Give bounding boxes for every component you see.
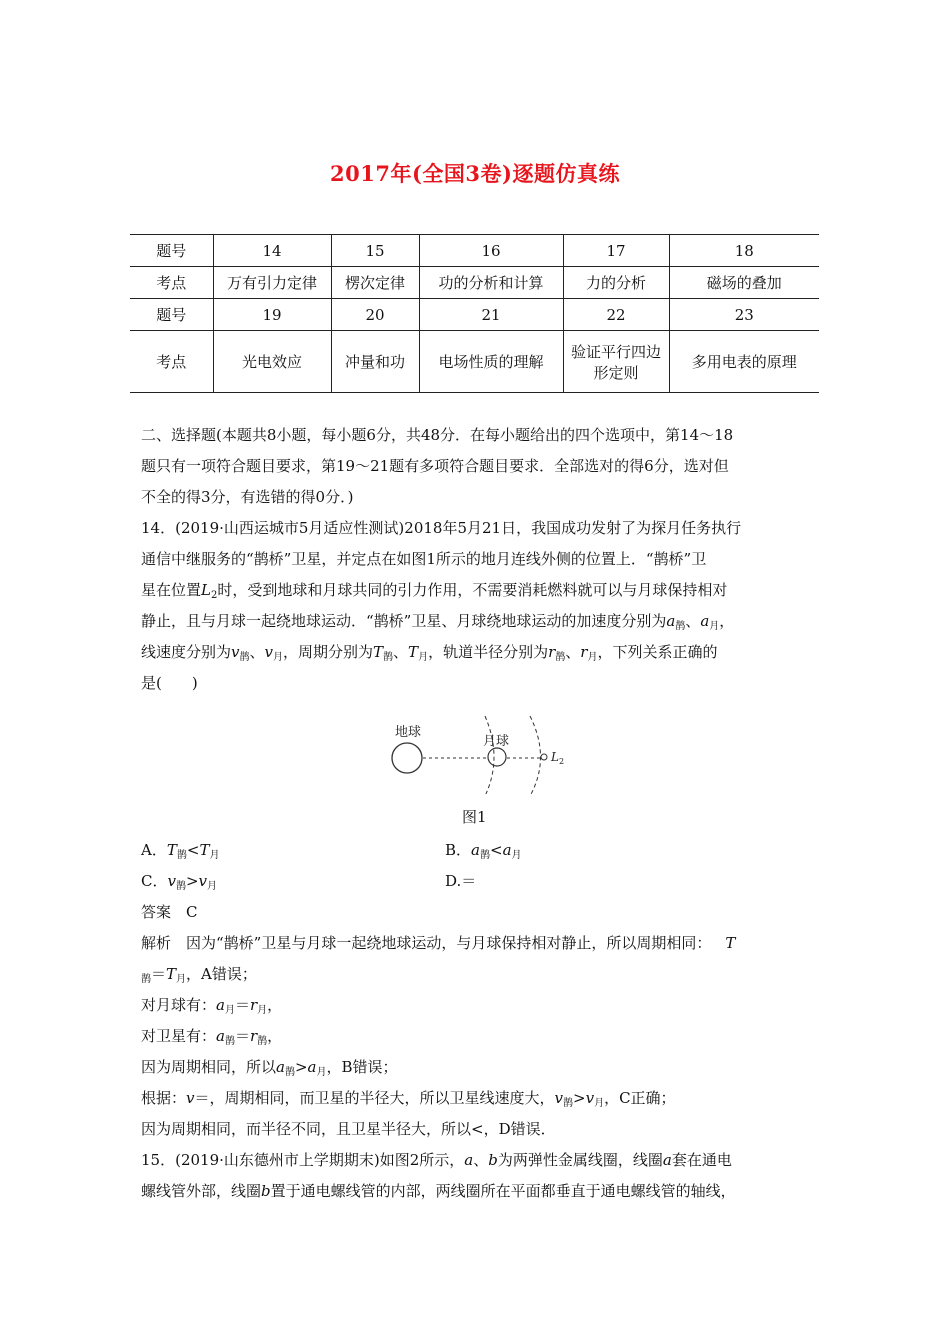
- relation: >: [185, 872, 199, 890]
- symbol: r: [249, 1027, 258, 1045]
- relation: >: [573, 1089, 586, 1107]
- table-cell: 功的分析和计算: [419, 267, 563, 299]
- topic-table: [130, 234, 819, 393]
- table-row: [130, 267, 819, 299]
- table-cell: 多用电表的原理: [669, 331, 819, 393]
- question-14-text: 通信中继服务的“鹊桥”卫星，并定点在如图1所示的地月连线外侧的位置上．“鹊桥”卫: [141, 550, 707, 568]
- option-label: A．: [141, 841, 167, 859]
- table-cell: 17: [563, 235, 669, 267]
- analysis-line: [141, 1056, 398, 1078]
- symbol: a: [666, 612, 676, 630]
- relation: >: [294, 1058, 308, 1076]
- symbol: L: [201, 581, 211, 599]
- table-cell: 18: [669, 235, 819, 267]
- table-row: [130, 299, 819, 331]
- text-run: ，A错误；: [186, 965, 257, 983]
- subscript: 月: [594, 1098, 605, 1109]
- text-run: ＝: [234, 996, 250, 1014]
- symbol: b: [261, 1182, 271, 1200]
- analysis-line: 因为周期相同，而半径不同，且卫星半径大，所以<，D错误．: [141, 1120, 556, 1138]
- table-cell: 14: [213, 235, 331, 267]
- text-run: 为两弹性金属线圈，线圈: [497, 1151, 663, 1169]
- text-run: 静止，且与月球一起绕地球运动．“鹊桥”卫星、月球绕地球运动的加速度分别为: [141, 612, 667, 630]
- moon-label: 月球: [483, 734, 510, 749]
- option-d: D.＝: [445, 872, 477, 890]
- section-instructions-line: 题只有一项符合题目要求，第19～21题有多项符合题目要求．全部选对的得6分，选对但: [141, 457, 729, 475]
- text-run: 星在位置: [141, 581, 202, 599]
- text-run: 、: [249, 643, 265, 661]
- subscript: 月: [257, 1005, 268, 1016]
- subscript: 月: [273, 652, 283, 663]
- symbol: a: [307, 1058, 317, 1076]
- subscript: 2: [210, 590, 218, 601]
- text-run: ＝，周期相同，而卫星的半径大，所以卫星线速度大，: [194, 1089, 555, 1107]
- subscript: 鹊: [175, 881, 186, 892]
- question-15-text: [141, 1149, 732, 1170]
- subscript: 鹊: [141, 974, 151, 985]
- text-run: ，: [267, 1027, 283, 1045]
- table-cell: 万有引力定律: [213, 267, 331, 299]
- text-run: ，轨道半径分别为: [428, 643, 549, 661]
- option-label: B．: [445, 841, 472, 859]
- subscript: 月: [209, 850, 220, 861]
- table-row: [130, 235, 819, 267]
- question-14-text: [141, 610, 734, 632]
- analysis-line: [141, 1025, 282, 1047]
- subscript: 月: [511, 850, 522, 861]
- text-run: 套在通电: [671, 1151, 732, 1169]
- subscript: 鹊: [257, 1036, 268, 1047]
- table-cell: 电场性质的理解: [419, 331, 563, 393]
- symbol: T: [199, 841, 210, 859]
- subscript: 鹊: [383, 652, 394, 663]
- table-cell: 冲量和功: [331, 331, 419, 393]
- question-14-text: [141, 641, 717, 663]
- l2-subscript: 2: [559, 757, 565, 766]
- symbol: a: [276, 1058, 285, 1076]
- analysis-line: [141, 932, 735, 953]
- text-run: 、: [685, 612, 701, 630]
- text-run: 、: [565, 643, 581, 661]
- text-run: 15．(2019·山东德州市上学期期末)如图2所示，: [141, 1151, 465, 1169]
- section-instructions-line: 二、选择题(本题共8小题，每小题6分，共48分．在每小题给出的四个选项中，第14～18: [141, 426, 734, 444]
- table-cell: 楞次定律: [331, 267, 419, 299]
- symbol: v: [186, 1089, 195, 1107]
- question-14-text: [141, 579, 727, 601]
- text-run: 、: [393, 643, 409, 661]
- symbol: v: [264, 643, 273, 661]
- analysis-line: [141, 963, 257, 985]
- text-run: 解析 因为“鹊桥”卫星与月球一起绕地球运动，与月球保持相对静止，所以周期相同：: [141, 934, 712, 952]
- text-run: ，: [267, 996, 283, 1014]
- subscript: 月: [587, 652, 598, 663]
- symbol: a: [216, 996, 225, 1014]
- table-cell: 题号: [130, 299, 213, 331]
- subscript: 鹊: [479, 850, 490, 861]
- text-run: 线速度分别为: [141, 643, 232, 661]
- symbol: T: [373, 643, 384, 661]
- symbol: r: [249, 996, 258, 1014]
- earth-label: 地球: [395, 725, 422, 740]
- text-run: 时，受到地球和月球共同的引力作用，不需要消耗燃料就可以与月球保持相对: [217, 581, 728, 599]
- moon-circle: [488, 748, 506, 766]
- option-b: [445, 839, 522, 861]
- table-cell: 21: [419, 299, 563, 331]
- subscript: 鹊: [555, 652, 566, 663]
- symbol: T: [725, 934, 736, 952]
- symbol: T: [166, 965, 177, 983]
- table-cell: 16: [419, 235, 563, 267]
- l2-label: L: [551, 750, 559, 764]
- subscript: 月: [709, 621, 720, 632]
- text-run: 、: [473, 1151, 489, 1169]
- analysis-line: [141, 994, 282, 1016]
- table-cell: 23: [669, 299, 819, 331]
- option-label: C．: [141, 872, 168, 890]
- symbol: a: [700, 612, 710, 630]
- text-run: 对卫星有：: [141, 1027, 217, 1045]
- text-run: ，周期分别为: [283, 643, 374, 661]
- symbol: r: [548, 643, 556, 661]
- table-cell: 20: [331, 299, 419, 331]
- question-14-text: 14．(2019·山西运城市5月适应性测试)2018年5月21日，我国成功发射了为探月任务执行: [141, 519, 742, 537]
- relation: <: [186, 841, 200, 859]
- question-15-text: [141, 1180, 736, 1201]
- satellite-orbit-arc: [530, 716, 541, 794]
- symbol: v: [554, 1089, 563, 1107]
- symbol: a: [216, 1027, 225, 1045]
- text-run: ，B错误；: [326, 1058, 398, 1076]
- text-run: 因为周期相同，所以: [141, 1058, 277, 1076]
- figure-caption: 图1: [462, 808, 487, 826]
- subscript: 鹊: [176, 850, 187, 861]
- symbol: T: [408, 643, 419, 661]
- subscript: 鹊: [224, 1036, 235, 1047]
- subscript: 月: [207, 881, 218, 892]
- subscript: 月: [224, 1005, 235, 1016]
- table-cell: 15: [331, 235, 419, 267]
- text-run: ，C正确；: [604, 1089, 676, 1107]
- page-title: 2017年(全国3卷)逐题仿真练: [330, 161, 620, 186]
- text-run: ，下列关系正确的: [597, 643, 718, 661]
- text-run: ＝: [234, 1027, 250, 1045]
- symbol: a: [471, 841, 480, 859]
- symbol: a: [662, 1151, 672, 1169]
- table-cell: 光电效应: [213, 331, 331, 393]
- text-run: 根据：: [141, 1089, 187, 1107]
- subscript: 鹊: [563, 1098, 573, 1109]
- table-cell: 题号: [130, 235, 213, 267]
- analysis-line: [141, 1087, 676, 1109]
- table-cell: 考点: [130, 331, 213, 393]
- option-c: [141, 870, 217, 892]
- symbol: v: [231, 643, 240, 661]
- symbol: r: [580, 643, 588, 661]
- table-cell: 磁场的叠加: [669, 267, 819, 299]
- symbol: v: [167, 872, 176, 890]
- relation: <: [489, 841, 503, 859]
- table-cell: 力的分析: [563, 267, 669, 299]
- symbol: b: [488, 1151, 498, 1169]
- table-cell: 验证平行四边形定则: [563, 331, 669, 393]
- subscript: 鹊: [239, 652, 250, 663]
- text-run: 置于通电螺线管的内部，两线圈所在平面都垂直于通电螺线管的轴线，: [270, 1182, 736, 1200]
- text-run: ＝: [151, 965, 167, 983]
- text-run: ，: [719, 612, 735, 630]
- option-a: [141, 839, 219, 861]
- subscript: 鹊: [675, 621, 686, 632]
- earth-circle: [392, 743, 422, 773]
- symbol: a: [464, 1151, 474, 1169]
- subscript: 月: [316, 1067, 327, 1078]
- answer: 答案 C: [141, 903, 198, 921]
- text-run: 对月球有：: [141, 996, 217, 1014]
- subscript: 鹊: [284, 1067, 295, 1078]
- section-instructions-line: 不全的得3分，有选错的得0分．): [141, 488, 354, 506]
- subscript: 月: [418, 652, 429, 663]
- question-14-text: 是( ): [141, 674, 198, 692]
- text-run: 螺线管外部，线圈: [141, 1182, 262, 1200]
- symbol: a: [502, 841, 512, 859]
- symbol: v: [585, 1089, 595, 1107]
- table-cell: 19: [213, 299, 331, 331]
- table-cell: 考点: [130, 267, 213, 299]
- table-cell: 22: [563, 299, 669, 331]
- symbol: T: [166, 841, 177, 859]
- earth-moon-figure: [385, 712, 585, 794]
- subscript: 月: [176, 974, 187, 985]
- table-row: [130, 331, 819, 393]
- symbol: v: [198, 872, 208, 890]
- l2-point: [541, 754, 547, 760]
